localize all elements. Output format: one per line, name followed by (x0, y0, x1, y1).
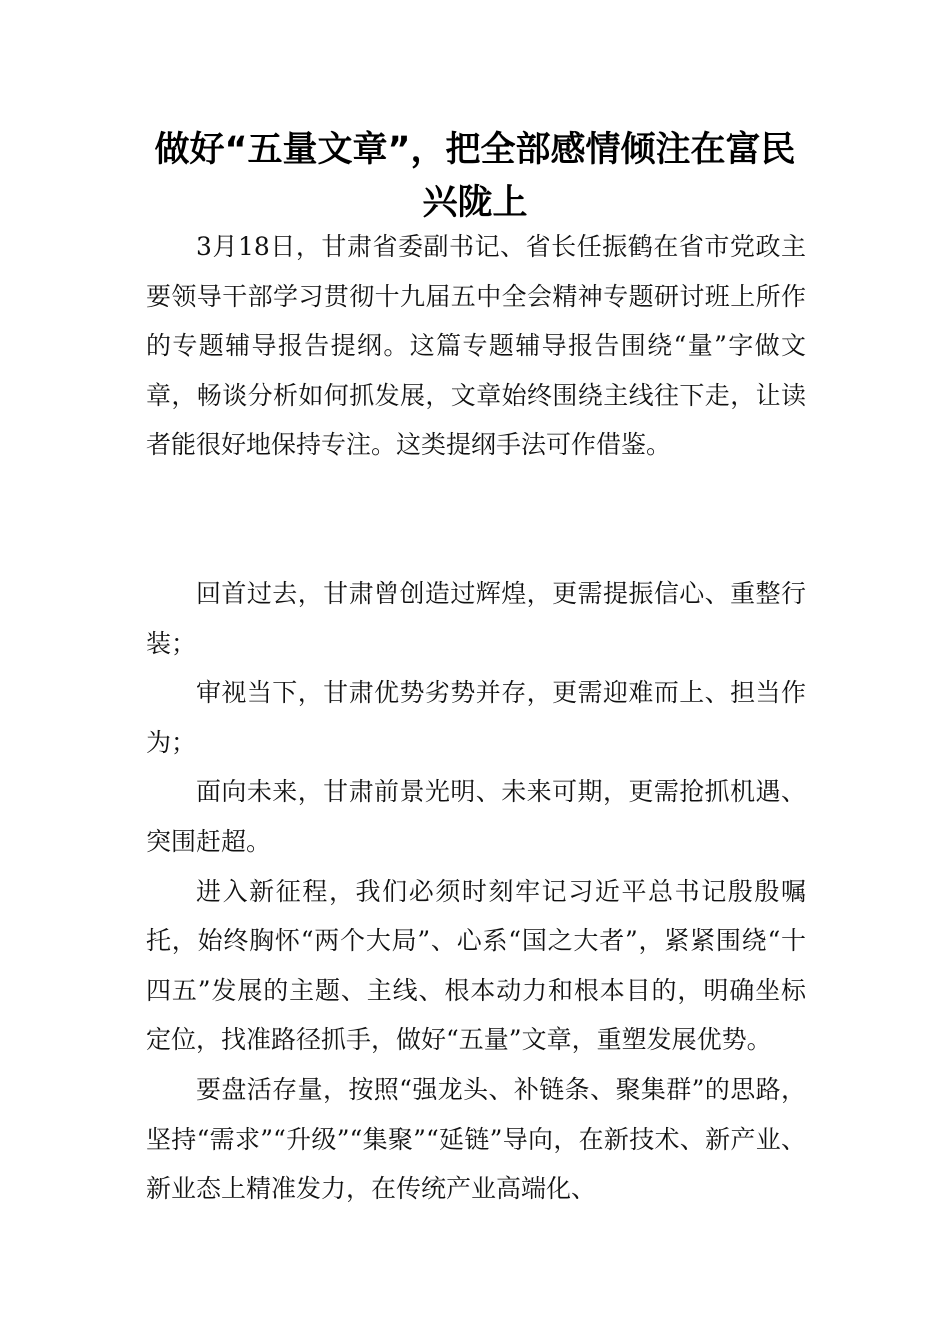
paragraph-new-journey: 进入新征程，我们必须时刻牢记习近平总书记殷殷嘱托，始终胸怀“两个大局”、心系“国之大者”，紧紧围绕“十四五”发展的主题、主线、根本动力和根本目的，明确坐标定位，找准路径抓手，做好“五量”文章，重塑发展优势。 (146, 876, 806, 1055)
paragraph-future: 面向未来，甘肃前景光明、未来可期，更需抢抓机遇、突围赶超。 (146, 777, 806, 856)
paragraph-gap (146, 470, 806, 569)
document-title: 做好“五量文章”，把全部感情倾注在富民兴陇上 (154, 130, 796, 223)
intro-paragraph: 3月18日，甘肃省委副书记、省长任振鹤在省市党政主要领导干部学习贯彻十九届五中全会精神专题研讨班上所作的专题辅导报告提纲。这篇专题辅导报告围绕“量”字做文章，畅谈分析如何抓发展，文章始终围绕主线往下走，让读者能很好地保持专注。这类提纲手法可作借鉴。 (146, 232, 806, 460)
paragraph-present: 审视当下，甘肃优势劣势并存，更需迎难而上、担当作为； (146, 678, 806, 757)
paragraph-looking-back: 回首过去，甘肃曾创造过辉煌，更需提振信心、重整行装； (146, 578, 806, 658)
paragraph-stock: 要盘活存量，按照“强龙头、补链条、聚集群”的思路，坚持“需求”“升级”“集聚”“延链”导向，在新技术、新产业、新业态上精准发力，在传统产业高端化、 (146, 1074, 806, 1204)
document-body (146, 222, 806, 1214)
